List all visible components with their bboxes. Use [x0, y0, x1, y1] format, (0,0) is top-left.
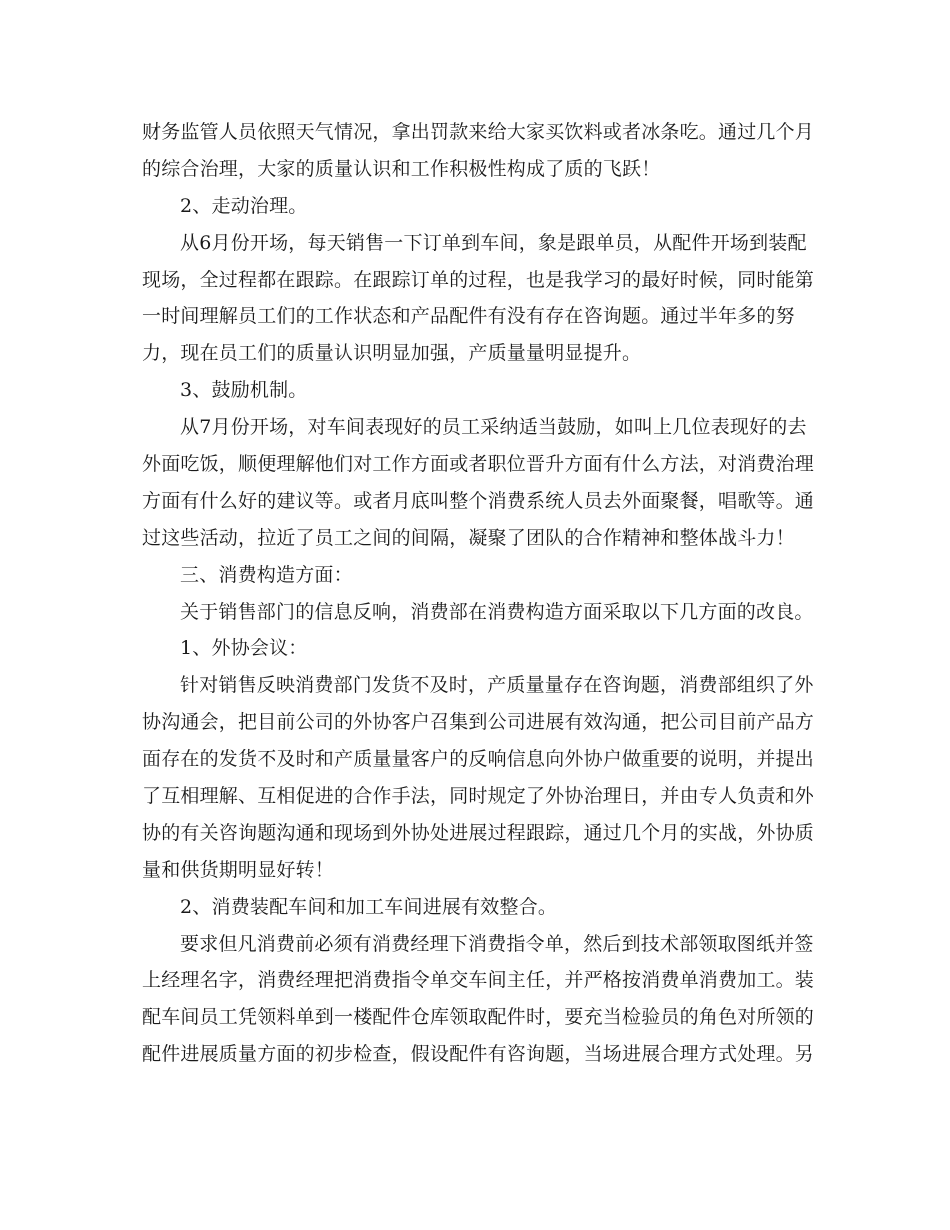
text-line: 关于销售部门的信息反响，消费部在消费构造方面采取以下几方面的改良。 [180, 600, 814, 623]
text-line: 协的有关咨询题沟通和现场到外协处进展过程跟踪，通过几个月的实战，外协质 [142, 821, 815, 844]
text-line: 方面有什么好的建议等。或者月底叫整个消费系统人员去外面聚餐，唱歌等。通 [142, 489, 815, 512]
text-line: 从7月份开场，对车间表现好的员工采纳适当鼓励，如叫上几位表现好的去 [180, 416, 807, 439]
text-line: 力，现在员工们的质量认识明显加强，产质量量明显提升。 [142, 342, 642, 365]
text-line: 量和供货期明显好转！ [142, 858, 335, 881]
text-line: 了互相理解、互相促进的合作手法，同时规定了外协治理日，并由专人负责和外 [142, 785, 815, 808]
text-line: 现场，全过程都在跟踪。在跟踪订单的过程，也是我学习的最好时候，同时能第 [142, 268, 815, 291]
text-line: 从6月份开场，每天销售一下订单到车间，象是跟单员，从配件开场到装配 [180, 231, 807, 254]
text-line: 过这些活动，拉近了员工之间的间隔，凝聚了团队的合作精神和整体战斗力！ [142, 526, 795, 549]
text-line: 的综合治理，大家的质量认识和工作积极性构成了质的飞跃！ [142, 157, 661, 180]
text-line: 要求但凡消费前必须有消费经理下消费指令单，然后到技术部领取图纸并签 [180, 932, 814, 955]
document-body [142, 114, 815, 1073]
text-line: 针对销售反映消费部门发货不及时，产质量量存在咨询题，消费部组织了外 [180, 674, 814, 697]
text-line: 三、消费构造方面： [180, 563, 353, 586]
text-line: 一时间理解员工们的工作状态和产品配件有没有存在咨询题。通过半年多的努 [142, 305, 795, 328]
text-line: 配车间员工凭领料单到一楼配件仓库领取配件时，要充当检验员的角色对所领的 [142, 1006, 815, 1029]
text-line: 外面吃饭，顺便理解他们对工作方面或者职位晋升方面有什么方法，对消费治理 [142, 453, 815, 476]
text-line: 1、外协会议： [180, 637, 308, 660]
text-line: 3、鼓励机制。 [180, 379, 308, 402]
text-line: 配件进展质量方面的初步检查，假设配件有咨询题，当场进展合理方式处理。另 [142, 1043, 815, 1066]
text-line: 财务监管人员依照天气情况，拿出罚款来给大家买饮料或者冰条吃。通过几个月 [142, 121, 815, 143]
text-line: 2、消费装配车间和加工车间进展有效整合。 [180, 895, 558, 918]
text-line: 面存在的发货不及时和产质量量客户的反响信息向外协户做重要的说明，并提出 [142, 748, 815, 771]
text-line: 协沟通会，把目前公司的外协客户召集到公司进展有效沟通，把公司目前产品方 [142, 711, 815, 734]
text-line: 上经理名字，消费经理把消费指令单交车间主任，并严格按消费单消费加工。装 [142, 969, 815, 992]
text-line: 2、走动治理。 [180, 194, 308, 217]
